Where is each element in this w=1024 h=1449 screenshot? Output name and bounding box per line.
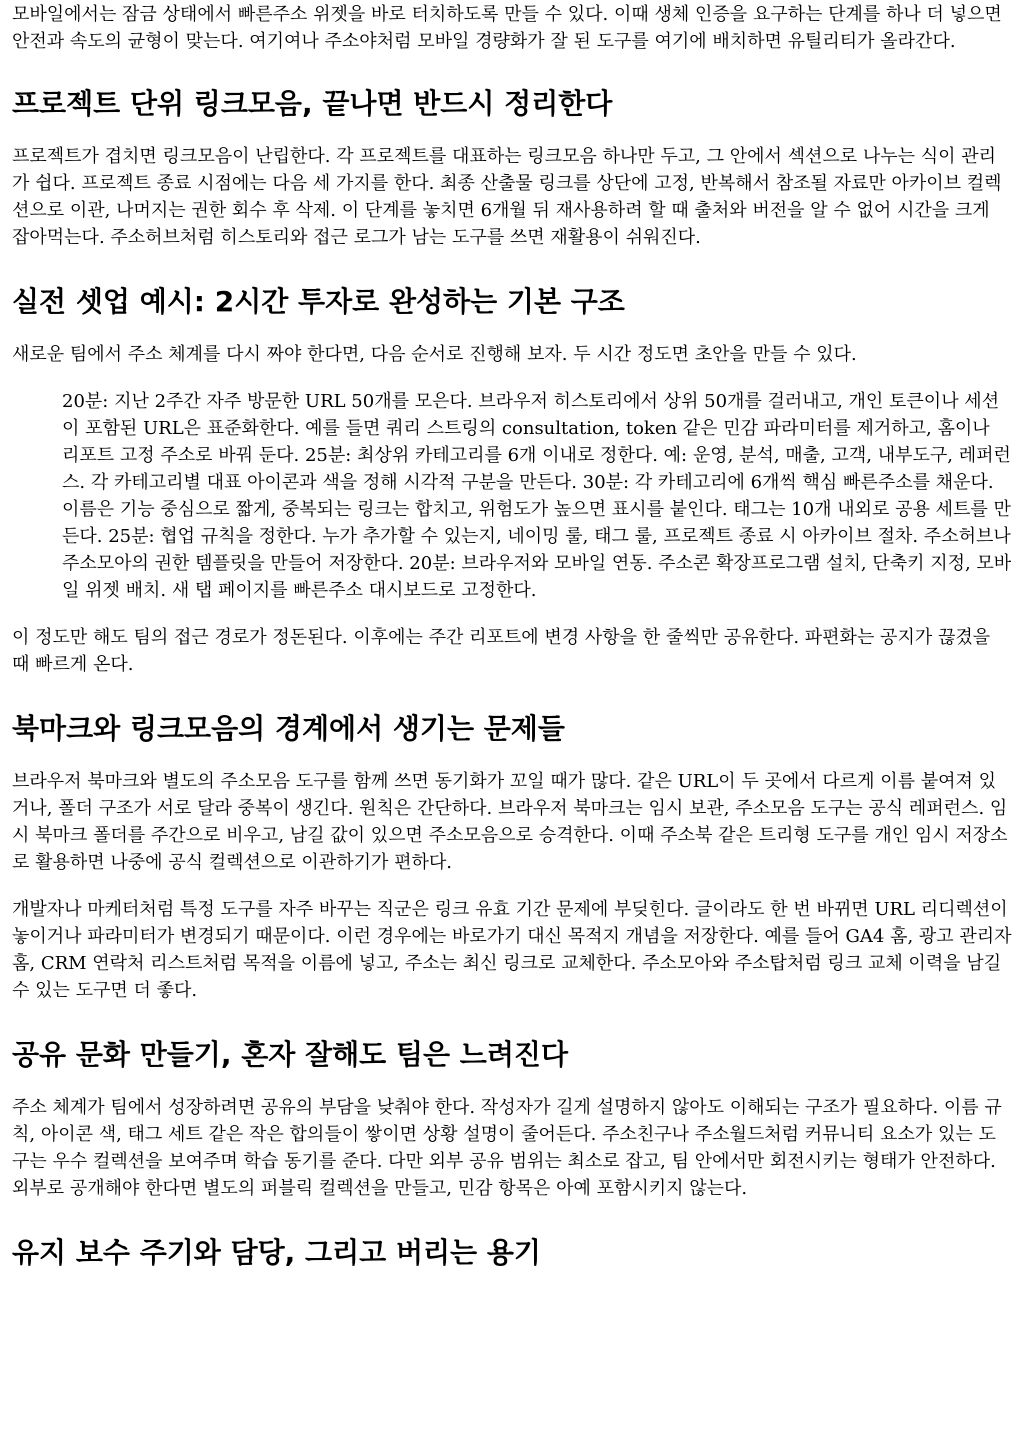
section-heading-sharing-culture: 공유 문화 만들기, 혼자 잘해도 팀은 느려진다: [12, 1038, 568, 1071]
section-heading-project-links: 프로젝트 단위 링크모음, 끝나면 반드시 정리한다: [12, 87, 613, 120]
intro-paragraph: 모바일에서는 잠금 상태에서 빠른주소 위젯을 바로 터치하도록 만들 수 있다. 이때 생체 인증을 요구하는 단계를 하나 더 넣으면 안전과 속도의 균형이 맞는다. 여기여나 주소야처럼 모바일 경량화가 잘 된 도구를 여기에 배치하면 유틸리티가 올라간다.: [12, 4, 1002, 52]
section-paragraph: 브라우저 북마크와 별도의 주소모음 도구를 함께 쓰면 동기화가 꼬일 때가 많다. 같은 URL이 두 곳에서 다르게 이름 붙여져 있거나, 폴더 구조가 서로 달라 중복이 생긴다. 원칙은 간단하다. 브라우저 북마크는 임시 보관, 주소모음 도구는 공식 레퍼런스. 임시 북마크 폴더를 주간으로 비우고, 남길 값이 있으면 주소모음으로 승격한다. 이때 주소북 같은 트리형 도구를 개인 임시 저장소로 활용하면 나중에 공식 컬렉션으로 이관하기가 편하다.: [12, 771, 1008, 873]
section-heading-maintenance: 유지 보수 주기와 담당, 그리고 버리는 용기: [12, 1236, 541, 1269]
article: [0, 1, 1024, 1270]
section-paragraph: 이 정도만 해도 팀의 접근 경로가 정돈된다. 이후에는 주간 리포트에 변경 사항을 한 줄씩만 공유한다. 파편화는 공지가 끊겼을 때 빠르게 온다.: [12, 627, 991, 675]
setup-steps-text: 20분: 지난 2주간 자주 방문한 URL 50개를 모은다. 브라우저 히스토리에서 상위 50개를 걸러내고, 개인 토큰이나 세션이 포함된 URL은 표준화한다. 예를 들면 쿼리 스트링의 consultation, token 같은 민감 파라미터를 제거하고, 홈이나 리포트 고정 주소로 바꿔 둔다. 25분: 최상위 카테고리를 6개 이내로 정한다. 예: 운영, 분석, 매출, 고객, 내부도구, 레퍼런스. 각 카테고리별 대표 아이콘과 색을 정해 시각적 구분을 만든다. 30분: 각 카테고리에 6개씩 핵심 빠른주소를 채운다. 이름은 기능 중심으로 짧게, 중복되는 링크는 합치고, 위험도가 높으면 표시를 붙인다. 태그는 10개 내외로 공용 세트를 만든다. 25분: 협업 규칙을 정한다. 누가 추가할 수 있는지, 네이밍 룰, 태그 룰, 프로젝트 종료 시 아카이브 절차. 주소허브나 주소모아의 권한 템플릿을 만들어 저장한다. 20분: 브라우저와 모바일 연동. 주소콘 확장프로그램 설치, 단축키 지정, 모바일 위젯 배치. 새 탭 페이지를 빠른주소 대시보드로 고정한다.: [62, 391, 1012, 601]
setup-steps-quote: [62, 388, 1012, 604]
section-paragraph: 프로젝트가 겹치면 링크모음이 난립한다. 각 프로젝트를 대표하는 링크모음 하나만 두고, 그 안에서 섹션으로 나누는 식이 관리가 쉽다. 프로젝트 종료 시점에는 다음 세 가지를 한다. 최종 산출물 링크를 상단에 고정, 반복해서 참조될 자료만 아카이브 컬렉션으로 이관, 나머지는 권한 회수 후 삭제. 이 단계를 놓치면 6개월 뒤 재사용하려 할 때 출처와 버전을 알 수 없어 시간을 크게 잡아먹는다. 주소허브처럼 히스토리와 접근 로그가 남는 도구를 쓰면 재활용이 쉬워진다.: [12, 146, 1002, 248]
section-paragraph: 주소 체계가 팀에서 성장하려면 공유의 부담을 낮춰야 한다. 작성자가 길게 설명하지 않아도 이해되는 구조가 필요하다. 이름 규칙, 아이콘 색, 태그 세트 같은 작은 합의들이 쌓이면 상황 설명이 줄어든다. 주소친구나 주소월드처럼 커뮤니티 요소가 있는 도구는 우수 컬렉션을 보여주며 학습 동기를 준다. 다만 외부 공유 범위는 최소로 잡고, 팀 안에서만 회전시키는 형태가 안전하다. 외부로 공개해야 한다면 별도의 퍼블릭 컬렉션을 만들고, 민감 항목은 아예 포함시키지 않는다.: [12, 1097, 1002, 1199]
section-paragraph: 새로운 팀에서 주소 체계를 다시 짜야 한다면, 다음 순서로 진행해 보자. 두 시간 정도면 초안을 만들 수 있다.: [12, 344, 857, 365]
section-paragraph: 개발자나 마케터처럼 특정 도구를 자주 바꾸는 직군은 링크 유효 기간 문제에 부딪힌다. 글이라도 한 번 바뀌면 URL 리디렉션이 놓이거나 파라미터가 변경되기 때문이다. 이런 경우에는 바로가기 대신 목적지 개념을 저장한다. 예를 들어 GA4 홈, 광고 관리자 홈, CRM 연락처 리스트처럼 목적을 이름에 넣고, 주소는 최신 링크로 교체한다. 주소모아와 주소탑처럼 링크 교체 이력을 남길 수 있는 도구면 더 좋다.: [12, 899, 1012, 1001]
section-heading-setup-example: 실전 셋업 예시: 2시간 투자로 완성하는 기본 구조: [12, 285, 625, 318]
section-heading-bookmark-boundary: 북마크와 링크모음의 경계에서 생기는 문제들: [12, 712, 565, 745]
